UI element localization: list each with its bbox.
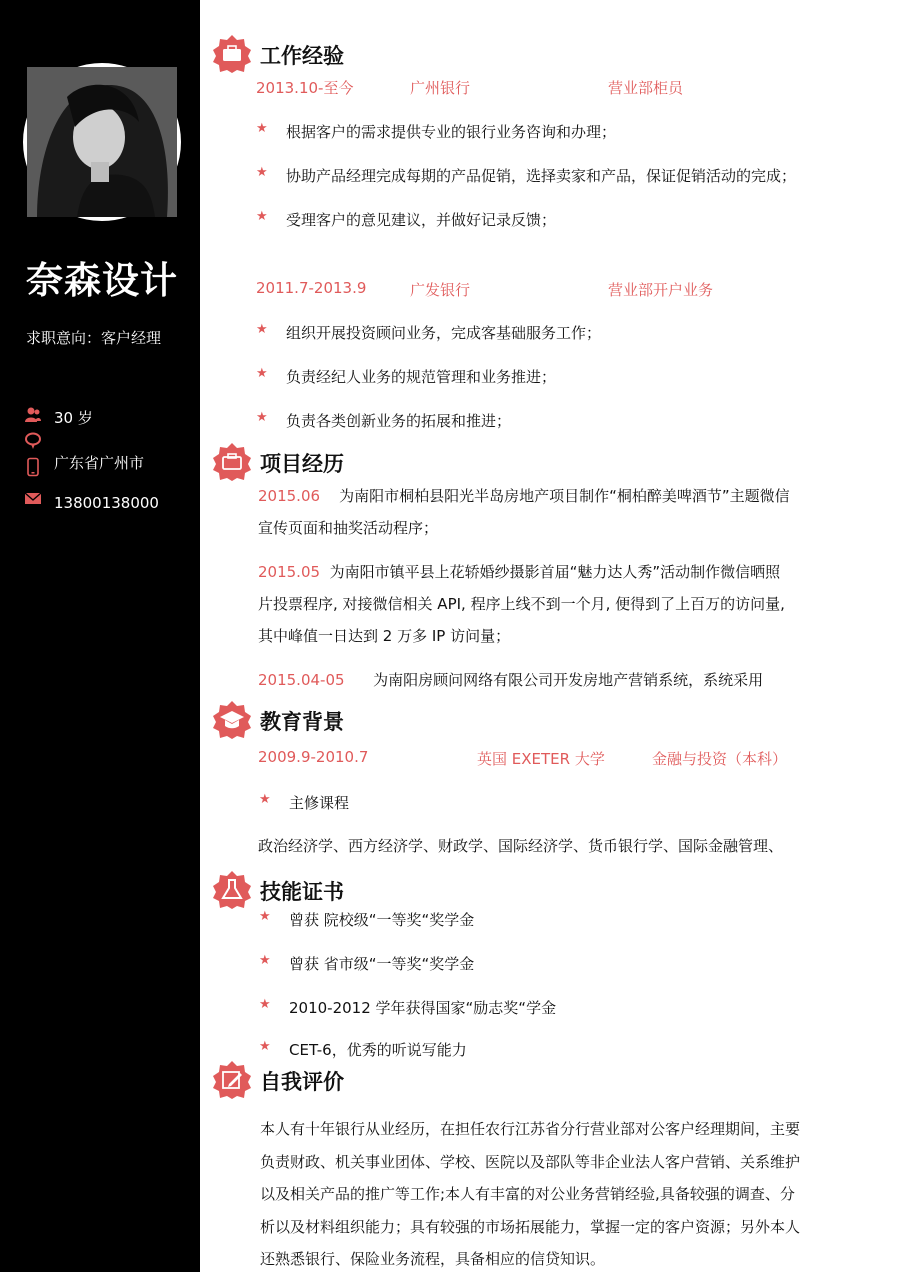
star-icon: ★ bbox=[256, 322, 268, 337]
projects-title: 项目经历 bbox=[260, 452, 344, 476]
self-eval-title: 自我评价 bbox=[260, 1070, 344, 1094]
star-icon: ★ bbox=[259, 909, 271, 924]
self-eval-text: 本人有十年银行从业经历，在担任农行江苏省分行营业部对公客户经理期间，主要 负责财政、机关事业团体、学校、医院以及部队等非企业法人客户营销、关系维护 以及相关产品的推广等工作;本人有丰富的对公业务营销经验,具备较强的调查、分 析以及材料组织能力；具有较强的市场拓展能力，掌握一定的客户资源；另外本人 还熟悉银行、保险业务流程，具备相应的信贷知识。 bbox=[260, 1120, 801, 1268]
project-entry: 2015.05 为南阳市镇平县上花轿婚纱摄影首届“魅力达人秀”活动制作微信晒照 片投票程序, 对接微信相关 API, 程序上线不到一个月, 便得到了上百万的访问量, 其中峰值一日达到 2 万多 IP 访问量； bbox=[258, 563, 785, 645]
briefcase-icon bbox=[212, 442, 252, 482]
education-major: 金融与投资（本科） bbox=[652, 750, 788, 768]
job-1-role: 营业部柜员 bbox=[608, 79, 684, 97]
job-2-role: 营业部开户业务 bbox=[608, 281, 714, 299]
skills-body: ★ 曾获 院校级“一等奖“奖学金 ★ 曾获 省市级“一等奖“奖学金 ★ 2010-2012 学年获得国家“励志奖“学金 ★ CET-6，优秀的听说写能力 bbox=[259, 909, 557, 1059]
job-2-period: 2011.7-2013.9 bbox=[256, 279, 367, 297]
course-list: 政治经济学、西方经济学、财政学、国际经济学、货币银行学、国际金融管理、 bbox=[258, 837, 784, 855]
job-2-company: 广发银行 bbox=[410, 281, 471, 299]
age-text: 30 岁 bbox=[54, 409, 93, 427]
star-icon: ★ bbox=[259, 792, 271, 807]
graduation-cap-icon bbox=[212, 700, 252, 740]
personal-info bbox=[20, 402, 200, 512]
star-icon: ★ bbox=[256, 121, 268, 136]
job-intent: 求职意向：客户经理 bbox=[26, 329, 162, 347]
user-icon bbox=[24, 406, 42, 424]
education-title: 教育背景 bbox=[260, 710, 344, 734]
mail-icon bbox=[24, 490, 42, 508]
project-entry: 2015.04-05 为南阳房顾问网络有限公司开发房地产营销系统，系统采用 bbox=[258, 671, 764, 689]
skills-title: 技能证书 bbox=[260, 880, 344, 904]
briefcase-icon bbox=[212, 34, 252, 74]
pencil-icon bbox=[212, 1060, 252, 1100]
candidate-name: 奈森设计 bbox=[26, 259, 178, 302]
flask-icon bbox=[212, 870, 252, 910]
location-pin-icon bbox=[24, 432, 42, 450]
star-icon: ★ bbox=[259, 1039, 271, 1054]
star-icon: ★ bbox=[256, 366, 268, 381]
resume-main: 工作经验 2013.10-至今 广州银行 营业部柜员 ★ 根据客户的需求提供专业的银行业务咨询和办理； ★ 协助产品经理完成每期的产品促销，选择卖家和产品，保证促销活动的完成； ★ 受理客户的意见建议，并做好记录反馈； 2011.7-2013.9 广发银行 营业部开户业务 ★ 组织开展投资顾问业务，完成客基础服务工作； ★ 负责经纪人业务的规范管理和业务推进； ★ 负责各类创新业务的拓展和推进； 项目经历 2015.06 为南阳市桐柏县阳光半岛房地产项目制作“桐柏醉美啤酒节”主题微信 宣传页面和抽奖活动程序； 2015.05 为南阳市镇平县上花轿婚纱摄影首届“魅力达人秀”活动制作微信晒照 片投票程序, 对接微信相关 API, 程序上线不到一个月, 便得到了上百万的访问量, 其中峰值一日达到 2 万多 IP 访问量； 2015.04-05 为南阳房顾问网络有限公司开发房地产营销系统，系统采用 教育背景 2009.9-2010.7 英国 EXETER 大学 金融与投资（本科） ★ 主修课程 政治经济学、西方经济学、财政学、国际经济学、货币银行学、国际金融管理、 技能证书 ★ 曾获 院校级“一等奖“奖学金 ★ 曾获 省市级“一等奖“奖学金 ★ 2010-2012 学年获得国家“励志奖“学金 ★ CET-6，优秀的听说写能力 自我评价 本人有十年银行从业经历，在担任农行江苏省分行营业部对公客户经理期间，主要 负责财政、机关事业团体、学校、医院以及部队等非企业法人客户营销、关系维护 以及相关产品的推广等工作;本人有丰富的对公业务营销经验,具备较强的调查、分 析以及材料组织能力；具有较强的市场拓展能力，掌握一定的客户资源；另外本人 还熟悉银行、保险业务流程，具备相应的信贷知识。 bbox=[200, 0, 900, 1272]
star-icon: ★ bbox=[259, 953, 271, 968]
job-1-period: 2013.10-至今 bbox=[256, 79, 354, 97]
work-title: 工作经验 bbox=[260, 44, 344, 68]
star-icon: ★ bbox=[259, 997, 271, 1012]
star-icon: ★ bbox=[256, 410, 268, 425]
star-icon: ★ bbox=[256, 165, 268, 180]
self-eval-body bbox=[200, 1110, 900, 1268]
education-school: 英国 EXETER 大学 bbox=[477, 750, 605, 768]
phone-number: 13800138000 bbox=[54, 494, 159, 512]
sidebar bbox=[0, 0, 200, 1272]
education-body: 2009.9-2010.7 英国 EXETER 大学 金融与投资（本科） ★ 主修课程 政治经济学、西方经济学、财政学、国际经济学、货币银行学、国际金融管理、 bbox=[258, 748, 788, 855]
projects-body bbox=[200, 480, 900, 689]
avatar bbox=[23, 63, 181, 221]
location-text: 广东省广州市 bbox=[54, 454, 145, 472]
job-1-company: 广州银行 bbox=[410, 79, 471, 97]
phone-icon bbox=[24, 458, 42, 476]
star-icon: ★ bbox=[256, 209, 268, 224]
project-entry: 2015.06 为南阳市桐柏县阳光半岛房地产项目制作“桐柏醉美啤酒节”主题微信 宣传页面和抽奖活动程序； bbox=[258, 487, 790, 537]
education-period: 2009.9-2010.7 bbox=[258, 748, 369, 766]
